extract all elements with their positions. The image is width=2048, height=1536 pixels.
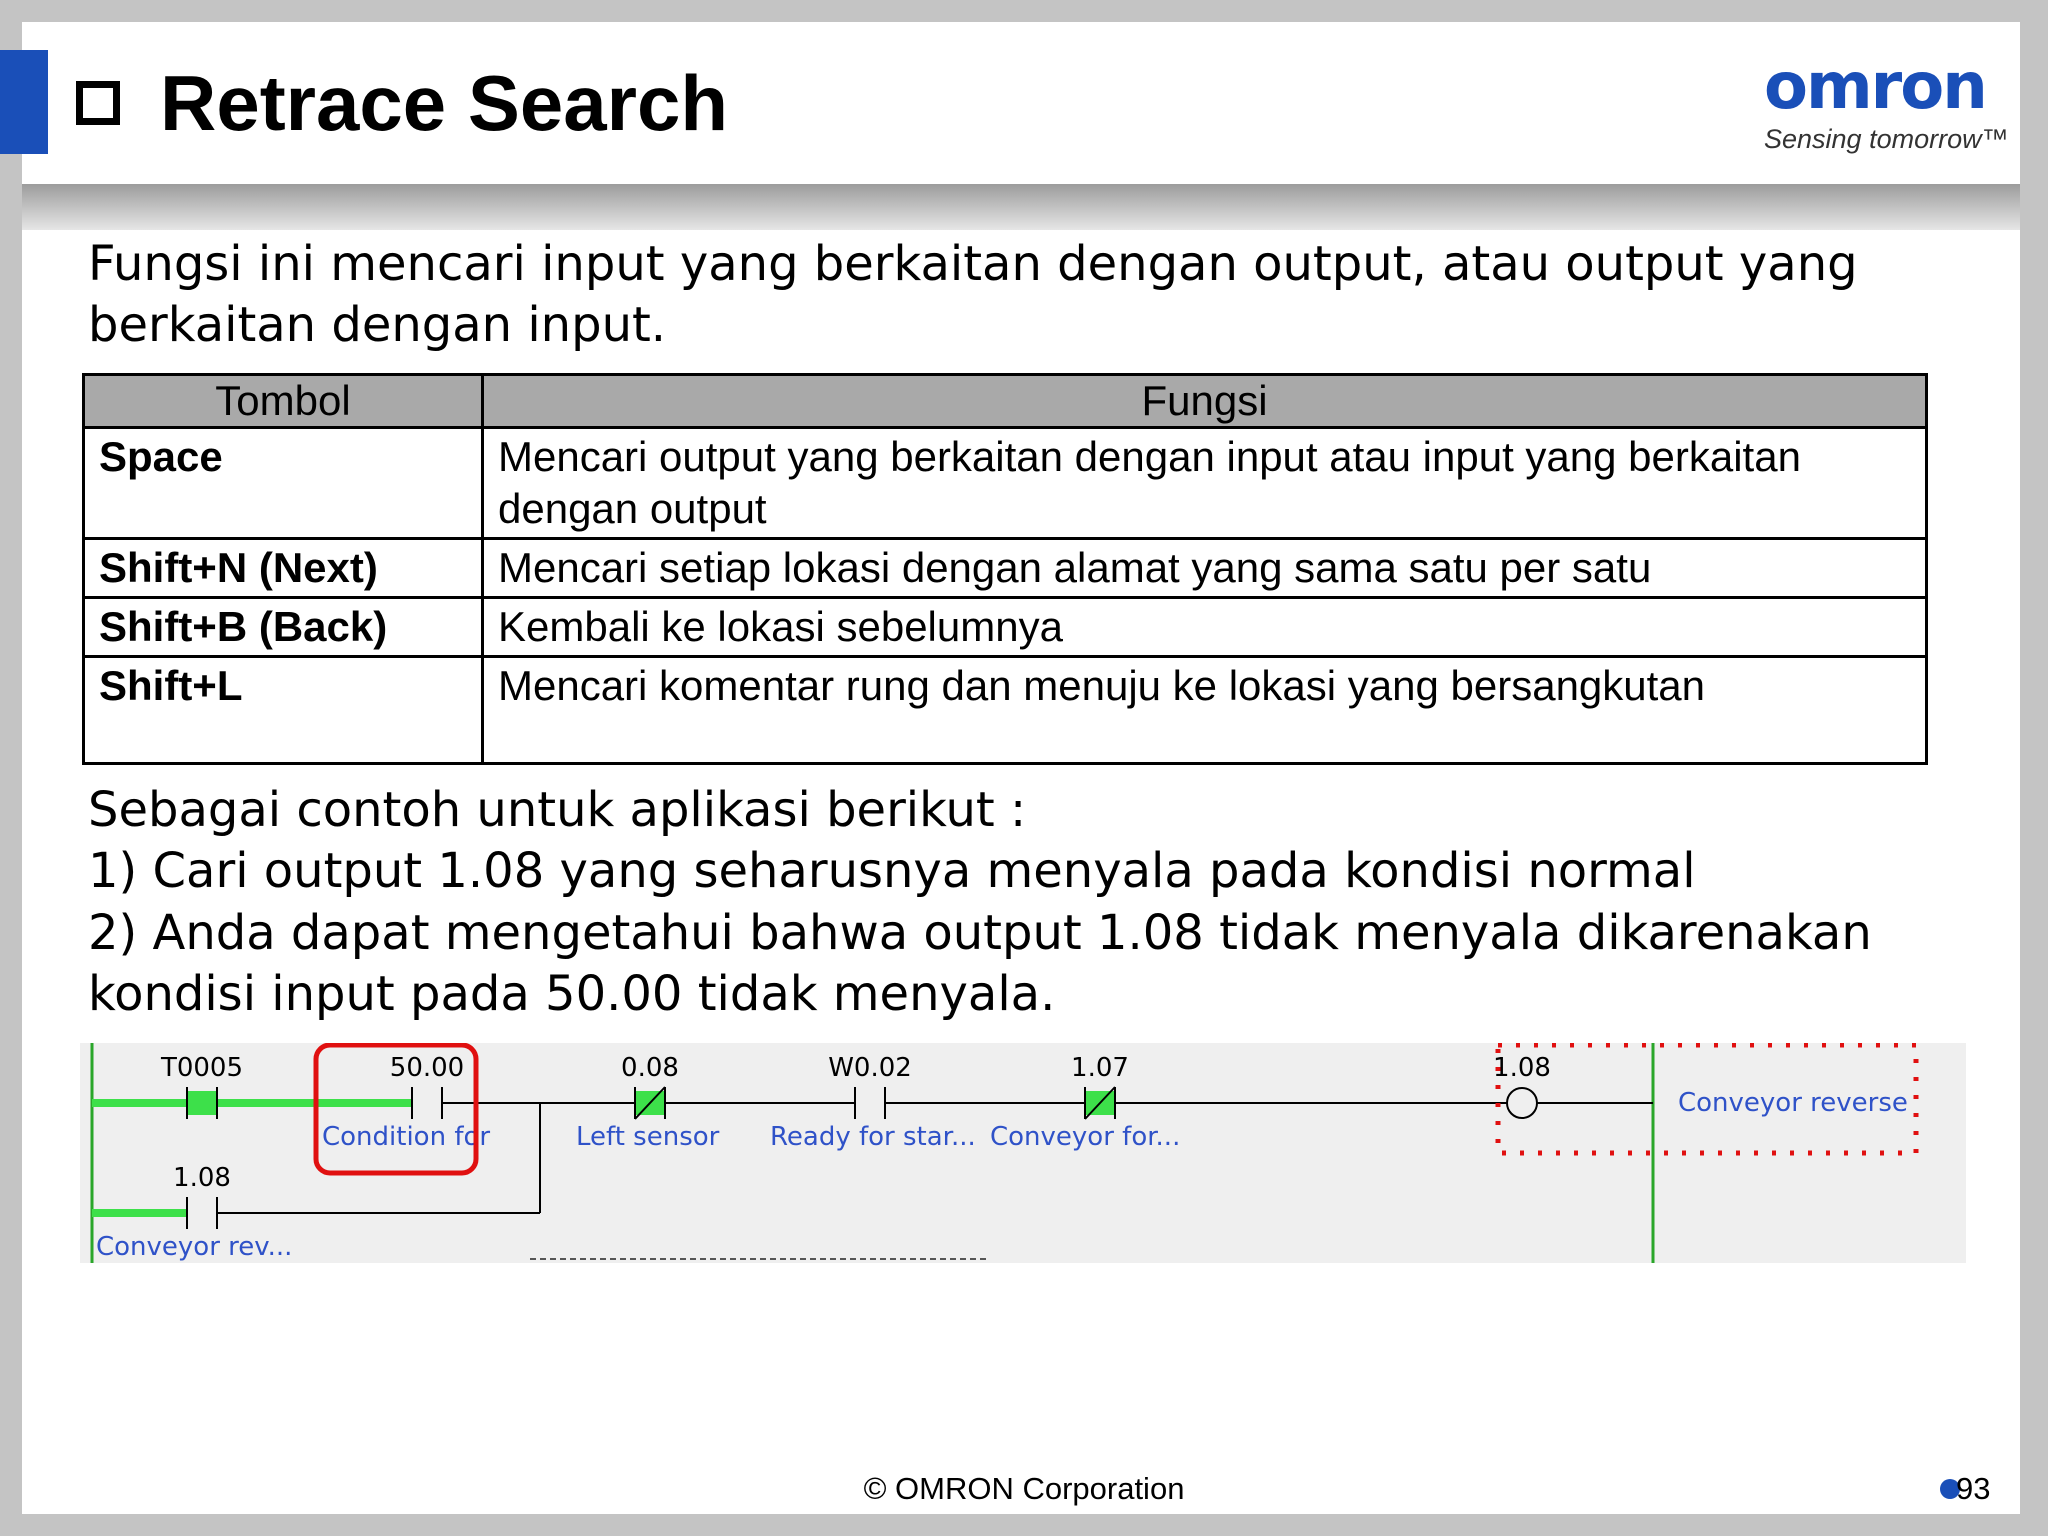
page-number-text: 93 [1956, 1471, 1991, 1506]
contact-no-1.08 [187, 1201, 217, 1225]
slide-title: Retrace Search [160, 58, 729, 147]
table-key-cell: Shift+L [84, 657, 483, 764]
table-row [84, 657, 1927, 764]
footer-copyright: © OMRON Corporation [863, 1471, 1185, 1506]
ladder-svg [80, 1043, 1966, 1263]
contact-comment: Condition for [322, 1122, 491, 1152]
ladder-diagram[interactable] [80, 1043, 1966, 1263]
omron-logo [1764, 52, 2009, 155]
table-row [84, 539, 1927, 598]
example-line-2: 1) Cari output 1.08 yang seharusnya menyala pada kondisi normal [88, 843, 1696, 899]
table-row [84, 428, 1927, 539]
table-function-cell: Mencari setiap lokasi dengan alamat yang sama satu per satu [483, 539, 1927, 598]
contact-address: 50.00 [389, 1053, 465, 1083]
coil-address: 1.08 [1493, 1053, 1551, 1083]
contact-address: W0.02 [828, 1053, 912, 1083]
shortcut-table [82, 373, 1928, 765]
contact-on-T0005 [187, 1091, 217, 1115]
logo-wordmark: omron [1764, 50, 1986, 124]
contact-address: 0.08 [621, 1053, 679, 1083]
contact-off-50.00 [412, 1091, 442, 1115]
table-function-cell: Kembali ke lokasi sebelumnya [483, 598, 1927, 657]
intro-line-2: berkaitan dengan input. [88, 297, 667, 353]
checkbox-bullet-icon [76, 81, 120, 125]
contact-comment: Ready for star... [770, 1122, 976, 1152]
table-key-cell: Shift+N (Next) [84, 539, 483, 598]
logo-tagline: Sensing tomorrow™ [1764, 124, 2009, 154]
output-coil-1.08 [1507, 1088, 1537, 1118]
contact-address: 1.07 [1071, 1053, 1129, 1083]
table-header-row [84, 375, 1927, 428]
example-line-4: kondisi input pada 50.00 tidak menyala. [88, 966, 1056, 1022]
contact-comment: Conveyor for... [990, 1122, 1181, 1152]
title-block [76, 48, 728, 158]
table-function-line: dengan output [498, 485, 767, 532]
contact-comment: Left sensor [576, 1122, 720, 1152]
contact-no-W0.02 [855, 1091, 885, 1115]
accent-bar [0, 50, 48, 154]
intro-line-1: Fungsi ini mencari input yang berkaitan dengan output, atau output yang [88, 236, 1858, 292]
table-header-function: Fungsi [483, 375, 1927, 428]
page-number [1940, 1471, 1990, 1507]
table-key-cell: Shift+B (Back) [84, 598, 483, 657]
coil-comment: Conveyor reverse [1678, 1088, 1908, 1118]
table-row [84, 598, 1927, 657]
table-function-cell: Mencari komentar rung dan menuju ke lokasi yang bersangkutan [483, 657, 1927, 764]
contact-comment: Conveyor rev... [96, 1232, 293, 1262]
table-key-cell: Space [84, 428, 483, 539]
contact-address: T0005 [160, 1053, 244, 1083]
table-function-line: Mencari output yang berkaitan dengan input atau input yang berkaitan [498, 433, 1801, 480]
table-function-cell [483, 428, 1927, 539]
example-line-1: Sebagai contoh untuk aplikasi berikut : [88, 782, 1027, 838]
contact-address: 1.08 [173, 1163, 231, 1193]
table-header-key: Tombol [84, 375, 483, 428]
header-shadow-band [22, 184, 2020, 230]
example-line-3: 2) Anda dapat mengetahui bahwa output 1.08 tidak menyala dikarenakan [88, 905, 1872, 961]
